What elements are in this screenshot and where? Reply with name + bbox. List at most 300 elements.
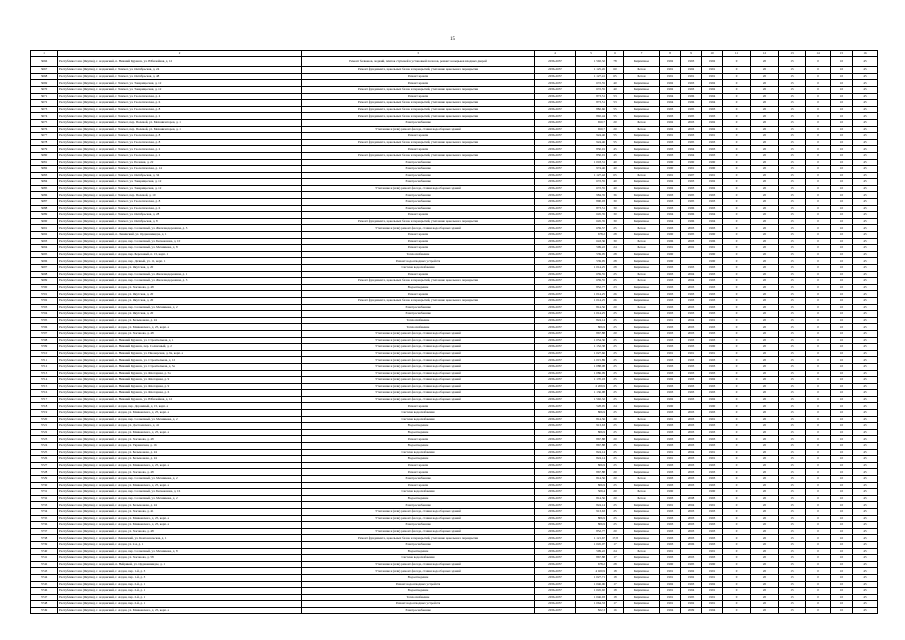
table-cell: 672,55	[576, 185, 607, 192]
table-cell: 1991	[702, 172, 723, 179]
table-cell: 0	[806, 423, 831, 430]
table-cell: 20	[751, 429, 779, 436]
table-cell: 45	[853, 179, 878, 186]
table-cell: 20	[751, 337, 779, 344]
table-cell: 3708	[31, 337, 58, 344]
table-cell: 45	[853, 232, 878, 239]
table-cell: 15	[779, 284, 806, 291]
table-cell: 1992	[660, 119, 681, 126]
table-cell: 3667	[31, 67, 58, 74]
table-cell: 45	[853, 588, 878, 595]
table-cell: 15	[779, 594, 806, 601]
table-cell: Кирпичное	[624, 291, 660, 298]
table-cell: Кирпичное	[624, 383, 660, 390]
table-cell: 1994	[702, 100, 723, 107]
table-cell: 3679	[31, 146, 58, 153]
table-cell: 45	[607, 152, 624, 159]
table-cell: 20	[751, 548, 779, 555]
table-cell: 0	[806, 390, 831, 397]
table-cell: 10	[831, 541, 853, 548]
table-row	[31, 192, 878, 199]
table-cell: 2036-2037	[535, 218, 576, 225]
table-cell: Система водоснабжения	[302, 416, 535, 423]
table-cell: Кирпичное	[624, 508, 660, 515]
table-cell: 55	[607, 106, 624, 113]
table-cell: 45	[853, 482, 878, 489]
table-cell: 30	[607, 205, 624, 212]
table-row	[31, 337, 878, 344]
table-cell: 20	[751, 106, 779, 113]
header-cell: 13	[779, 51, 806, 57]
table-cell: 0	[806, 383, 831, 390]
table-cell: 1991	[702, 449, 723, 456]
table-cell: 1996	[681, 93, 702, 100]
table-cell: 806,9	[576, 522, 607, 529]
table-cell: 45	[853, 205, 878, 212]
table-cell: 1990	[660, 561, 681, 568]
table-cell: 1993	[660, 324, 681, 331]
table-cell: 1993	[702, 205, 723, 212]
table-cell: Республика Саха (Якутия), г. Алданский, г. Томмот, ул. Геологическая, д. 6	[58, 205, 302, 212]
table-cell: 0	[723, 541, 751, 548]
table-cell: 10	[831, 225, 853, 232]
table-cell: 3711	[31, 357, 58, 364]
table-cell: 15	[779, 172, 806, 179]
table-cell: 1993	[702, 139, 723, 146]
table-cell: 1990	[660, 251, 681, 258]
table-cell: 1991	[660, 416, 681, 423]
table-cell: 1 064,33	[576, 601, 607, 608]
table-cell: 1995	[681, 199, 702, 206]
table-cell: 2036-2037	[535, 185, 576, 192]
table-cell: 2036-2037	[535, 383, 576, 390]
table-cell: 1991	[702, 133, 723, 140]
table-cell: 10	[831, 311, 853, 318]
table-cell: 20	[751, 225, 779, 232]
table-cell: 0	[723, 205, 751, 212]
table-cell: 0	[723, 535, 751, 542]
table-cell: 672,55	[576, 80, 607, 87]
table-cell: 1 046,06	[576, 581, 607, 588]
table-row	[31, 179, 878, 186]
table-cell: Утепление и (или) ремонт фасада, ставни водосборных зданий	[302, 370, 535, 377]
table-cell: 20	[751, 344, 779, 351]
table-cell: 678,2	[576, 232, 607, 239]
table-cell: 0	[806, 159, 831, 166]
table-cell: 1 170,18	[576, 377, 607, 384]
table-cell: 0	[806, 429, 831, 436]
table-cell: 2004	[681, 502, 702, 509]
table-cell: 3692	[31, 232, 58, 239]
table-cell: 0	[723, 344, 751, 351]
table-cell: 45	[853, 291, 878, 298]
header-cell: 2	[58, 51, 302, 57]
table-cell: 15	[779, 607, 806, 614]
table-cell: 10	[831, 113, 853, 120]
table-cell: 25	[607, 317, 624, 324]
table-cell: Республика Саха (Якутия), г. Алданский, г. Алдан, пер. Солнечный, ул. Бельмонова, д. 10	[58, 238, 302, 245]
table-row	[31, 489, 878, 496]
table-cell: Кирпичное	[624, 324, 660, 331]
table-cell: 0	[806, 344, 831, 351]
table-cell: Республика Саха (Якутия), г. Алданский, г. Томмот, пер. Полевой, ул. Механизаторов, д. 1	[58, 126, 302, 133]
table-cell: 25	[607, 482, 624, 489]
table-cell: 25	[607, 271, 624, 278]
table-cell: 3741	[31, 555, 58, 562]
table-row	[31, 594, 878, 601]
table-row	[31, 423, 878, 430]
table-cell: 20	[751, 449, 779, 456]
table-cell: 873,51	[576, 93, 607, 100]
table-cell: 2003	[681, 482, 702, 489]
header-cell: 9	[681, 51, 702, 57]
table-cell: 15	[779, 139, 806, 146]
table-cell: 20	[751, 588, 779, 595]
table-cell: Кирпичное	[624, 436, 660, 443]
table-cell: 1993	[660, 225, 681, 232]
table-cell: Кирпичное	[624, 528, 660, 535]
table-cell: Республика Саха (Якутия), г. Алданский, п. Нижний Куранах, ул. Флотарная, д. 9	[58, 383, 302, 390]
table-cell: 28	[607, 265, 624, 272]
table-cell: 913,63	[576, 508, 607, 515]
table-row	[31, 561, 878, 568]
table-cell: 24	[607, 548, 624, 555]
table-cell: Ремонт фундамента, цокольных балок и перекрытий, утепление цокольного перекрытия	[302, 535, 535, 542]
table-cell: Электроснабжение	[302, 476, 535, 483]
table-cell: 45	[853, 119, 878, 126]
table-row	[31, 370, 878, 377]
table-cell: 45	[853, 502, 878, 509]
table-cell: 1991	[681, 166, 702, 173]
table-cell: 3727	[31, 462, 58, 469]
table-cell: 1991	[681, 350, 702, 357]
table-cell: Республика Саха (Якутия), г. Алданский, г. Томмот, ул. Октябрьская, д. 24	[58, 67, 302, 74]
table-cell: 1995	[681, 106, 702, 113]
table-cell: Кирпичное	[624, 86, 660, 93]
table-cell: 45	[853, 462, 878, 469]
table-cell: 1 152,38	[576, 344, 607, 351]
table-cell: 2036-2037	[535, 555, 576, 562]
table-cell: 1990	[660, 489, 681, 496]
table-cell: 2036-2037	[535, 113, 576, 120]
table-cell: 3746	[31, 588, 58, 595]
table-cell: 20	[607, 119, 624, 126]
table-cell: 1992	[660, 179, 681, 186]
table-cell: 1996	[681, 212, 702, 219]
table-row	[31, 304, 878, 311]
table-row	[31, 601, 878, 608]
table-cell: Кирпичное	[624, 377, 660, 384]
table-cell: 3728	[31, 469, 58, 476]
table-cell: Утепление и (или) ремонт фасада, ставни водосборных зданий	[302, 330, 535, 337]
table-cell: 659,55	[576, 278, 607, 285]
table-cell: 0	[806, 258, 831, 265]
table-cell: 1991	[702, 350, 723, 357]
table-cell: 1994	[702, 607, 723, 614]
table-cell: 645,35	[576, 218, 607, 225]
table-cell: 650,7	[576, 119, 607, 126]
table-cell: 539,05	[576, 251, 607, 258]
table-cell: 0	[806, 119, 831, 126]
table-cell: Кирпичное	[624, 159, 660, 166]
table-row	[31, 390, 878, 397]
table-cell: 15	[779, 522, 806, 529]
table-cell: 10	[831, 218, 853, 225]
table-row	[31, 205, 878, 212]
table-cell: 2003	[681, 284, 702, 291]
table-cell: 15	[779, 462, 806, 469]
table-cell: 10	[831, 396, 853, 403]
table-cell: 1993	[702, 265, 723, 272]
table-cell: 3725	[31, 449, 58, 456]
table-cell: 60	[607, 67, 624, 74]
table-cell: 17	[607, 541, 624, 548]
table-cell: Ремонт кровли	[302, 482, 535, 489]
table-cell: 1994	[660, 100, 681, 107]
header-cell: 14	[806, 51, 831, 57]
table-cell: Кирпичное	[624, 192, 660, 199]
table-cell: 10	[831, 291, 853, 298]
table-cell: 10	[831, 106, 853, 113]
table-cell: 1991	[660, 588, 681, 595]
table-cell: 1993	[660, 357, 681, 364]
table-row	[31, 350, 878, 357]
table-cell: 0	[723, 57, 751, 67]
table-cell: 3670	[31, 86, 58, 93]
table-cell: 2004	[681, 278, 702, 285]
table-cell: 20	[751, 574, 779, 581]
table-cell: 0	[723, 561, 751, 568]
table-cell: 20	[751, 561, 779, 568]
table-cell: Кирпичное	[624, 80, 660, 87]
header-cell: 8	[660, 51, 681, 57]
capital-repair-table	[30, 50, 878, 614]
table-cell: 1990	[702, 251, 723, 258]
table-cell: 1992	[681, 67, 702, 74]
table-cell: 3681	[31, 159, 58, 166]
table-cell: 1993	[681, 363, 702, 370]
table-cell: 10	[831, 344, 853, 351]
table-cell: 0	[806, 403, 831, 410]
table-cell: 3685	[31, 185, 58, 192]
table-cell: 2003	[681, 225, 702, 232]
table-cell: 2006	[681, 541, 702, 548]
table-cell: 10	[831, 535, 853, 542]
table-cell: 45	[853, 541, 878, 548]
table-cell: Утепление и (или) ремонт фасада, ставни водосборных зданий	[302, 515, 535, 522]
table-cell: 1993	[681, 344, 702, 351]
table-cell: 10	[831, 258, 853, 265]
table-cell: 10	[831, 449, 853, 456]
table-row	[31, 449, 878, 456]
table-cell: 3695	[31, 251, 58, 258]
table-cell: 0	[806, 363, 831, 370]
table-row	[31, 410, 878, 417]
table-cell: 2036-2037	[535, 192, 576, 199]
table-cell: Кирпичное	[624, 106, 660, 113]
table-row	[31, 166, 878, 173]
table-cell: 20	[751, 324, 779, 331]
table-cell: 15	[779, 225, 806, 232]
table-cell: 3722	[31, 429, 58, 436]
table-cell: 20	[751, 245, 779, 252]
table-cell: 15	[779, 291, 806, 298]
table-cell: 1993	[660, 199, 681, 206]
table-row	[31, 607, 878, 614]
table-cell: 15	[779, 278, 806, 285]
table-cell: 1995	[681, 139, 702, 146]
table-cell: 1993	[702, 225, 723, 232]
table-cell: 0	[806, 199, 831, 206]
table-cell: Республика Саха (Якутия), г. Алданский, г. Томмот, ул. Октябрьская, д. 48	[58, 73, 302, 80]
table-cell: 806,9	[576, 462, 607, 469]
table-cell: 0	[806, 535, 831, 542]
table-cell: 3672	[31, 100, 58, 107]
table-cell: 3680	[31, 152, 58, 159]
table-cell: 2036-2037	[535, 251, 576, 258]
table-cell: Республика Саха (Якутия), г. Алданский, п. Нижний Куранах, ул. Строительная, д. 1	[58, 337, 302, 344]
table-cell: 10	[831, 502, 853, 509]
table-cell: 0	[723, 443, 751, 450]
table-cell: 20	[751, 139, 779, 146]
table-cell: 20	[751, 205, 779, 212]
table-cell: Теплоснабжение	[302, 594, 535, 601]
table-row	[31, 86, 878, 93]
table-cell: 0	[723, 297, 751, 304]
table-cell: 2036-2037	[535, 588, 576, 595]
table-cell: Бетон	[624, 225, 660, 232]
table-cell: Республика Саха (Якутия), г. Алданский, г. Алдан, ул. Маяковского, д. 25, корп. а	[58, 607, 302, 614]
table-cell: 24	[607, 245, 624, 252]
table-cell: Бетон	[624, 119, 660, 126]
table-cell: 1 136,98	[576, 390, 607, 397]
table-cell: 3718	[31, 403, 58, 410]
table-cell: Ремонт кровли	[302, 403, 535, 410]
table-cell: 0	[723, 456, 751, 463]
table-cell: 45	[853, 185, 878, 192]
table-cell: 3731	[31, 489, 58, 496]
table-row	[31, 357, 878, 364]
table-cell: Бетон	[624, 476, 660, 483]
table-cell: 15	[779, 311, 806, 318]
table-cell: 15	[779, 476, 806, 483]
table-cell: Кирпичное	[624, 113, 660, 120]
table-cell: Республика Саха (Якутия), г. Алданский, г. Алдан, пер. Дачный, ул. 11, корп. 1	[58, 258, 302, 265]
table-cell: 0	[723, 159, 751, 166]
table-cell: 15	[779, 383, 806, 390]
table-cell: Кирпичное	[624, 337, 660, 344]
table-cell: 10	[831, 278, 853, 285]
table-cell: 3716	[31, 390, 58, 397]
table-cell: 15	[779, 548, 806, 555]
table-cell: 15	[779, 106, 806, 113]
table-cell: 25	[607, 410, 624, 417]
table-cell: Кирпичное	[624, 561, 660, 568]
table-cell: 0	[723, 265, 751, 272]
table-cell: Ремонт кровли	[302, 93, 535, 100]
table-cell: 882,66	[576, 106, 607, 113]
table-cell: 10	[831, 271, 853, 278]
table-cell: 3671	[31, 93, 58, 100]
table-cell: 45	[853, 100, 878, 107]
table-cell: 0	[806, 476, 831, 483]
table-cell: 2036-2037	[535, 139, 576, 146]
table-cell: 55	[607, 139, 624, 146]
table-row	[31, 324, 878, 331]
table-cell: 20	[751, 265, 779, 272]
table-cell: 20	[751, 232, 779, 239]
table-cell: 850,01	[576, 146, 607, 153]
table-cell: 873,51	[576, 205, 607, 212]
table-cell: 1993	[702, 337, 723, 344]
table-cell: 1993	[702, 106, 723, 113]
table-cell: 1993	[660, 555, 681, 562]
table-cell: 3744	[31, 574, 58, 581]
table-cell: 20	[751, 152, 779, 159]
table-cell: 53	[607, 93, 624, 100]
table-cell: Кирпичное	[624, 423, 660, 430]
table-cell: 659,55	[576, 271, 607, 278]
table-cell: Бетон	[624, 278, 660, 285]
table-cell: 0	[723, 383, 751, 390]
table-cell: 1993	[681, 396, 702, 403]
table-cell: 0	[806, 607, 831, 614]
table-cell: 20	[751, 67, 779, 74]
table-cell: 1993	[702, 443, 723, 450]
table-cell: 1993	[660, 278, 681, 285]
table-cell: 65	[607, 73, 624, 80]
table-cell: 10	[831, 166, 853, 173]
table-cell: 0	[723, 522, 751, 529]
table-cell: 36	[607, 192, 624, 199]
table-cell: 2036-2037	[535, 423, 576, 430]
table-cell: 1993	[702, 410, 723, 417]
table-cell: 15	[779, 218, 806, 225]
table-cell: 643,36	[576, 238, 607, 245]
table-cell: 25	[607, 508, 624, 515]
table-cell: 1 121,67	[576, 535, 607, 542]
table-cell: 1993	[660, 363, 681, 370]
table-cell: Кирпичное	[624, 133, 660, 140]
table-cell: Кирпичное	[624, 607, 660, 614]
table-cell: 45	[853, 344, 878, 351]
table-cell: 3688	[31, 205, 58, 212]
table-cell: 45	[853, 238, 878, 245]
table-cell: 1992	[681, 568, 702, 575]
table-cell: 2036-2037	[535, 271, 576, 278]
table-cell: Ремонт кровли	[302, 146, 535, 153]
table-cell: 2003	[681, 429, 702, 436]
table-cell: 1993	[681, 297, 702, 304]
table-cell: 3723	[31, 436, 58, 443]
table-cell: 0	[723, 126, 751, 133]
table-cell: 23	[607, 284, 624, 291]
table-cell: 1993	[702, 199, 723, 206]
table-cell: 10	[831, 410, 853, 417]
table-cell: 25	[607, 344, 624, 351]
table-cell: 0	[723, 528, 751, 535]
table-cell: 45	[853, 166, 878, 173]
table-cell: Республика Саха (Якутия), г. Алданский, г. Алдан, ул. Хасанова, д. 41	[58, 508, 302, 515]
table-cell: 2036-2037	[535, 607, 576, 614]
table-cell: 1 045,07	[576, 541, 607, 548]
table-cell: 45	[853, 489, 878, 496]
table-cell: 2004	[681, 271, 702, 278]
table-cell: 10	[831, 350, 853, 357]
table-cell: Кирпичное	[624, 357, 660, 364]
table-cell: 20	[751, 93, 779, 100]
table-cell: 45	[853, 594, 878, 601]
